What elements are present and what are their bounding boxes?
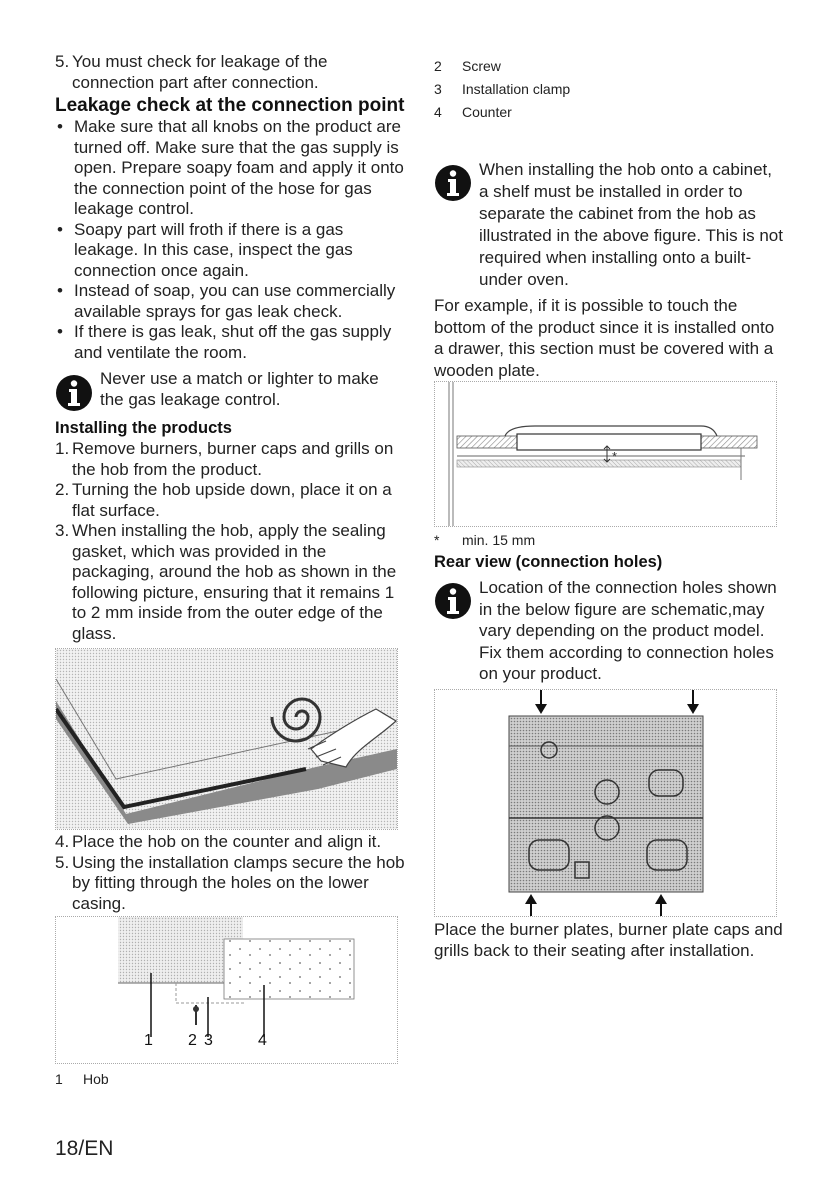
legend-item [434,55,784,78]
install-step [55,853,407,915]
closing-paragraph: Place the burner plates, burner plate caps and grills back to their seating after installation. [434,919,783,960]
label-4: 4 [258,1032,267,1049]
legend-number: 4 [434,104,442,120]
shelf-diagram [434,381,777,527]
legend-text: Hob [83,1071,109,1087]
install-step [55,480,407,521]
label-2: 2 [188,1032,197,1049]
info-icon [434,159,479,291]
legend-text: Screw [462,58,501,74]
left-column [55,52,407,1091]
step-text: Using the installation clamps secure the hob by fitting through the holes on the lower casing. [72,852,405,913]
legend-item [434,78,784,101]
info-icon [55,369,100,412]
star-marker: * [612,449,618,464]
legend-item [434,101,784,124]
right-column [434,55,784,962]
legend-text: Installation clamp [462,81,571,97]
clamp-diagram [55,916,398,1064]
bullet-item: • Instead of soap, you can use commercially available sprays for gas leak check. [55,281,407,322]
step-text: Turning the hob upside down, place it on a flat surface. [72,480,392,520]
installing-heading: Installing the products [55,419,232,437]
info-icon [434,577,479,685]
step-text: When installing the hob, apply the sealing gasket, which was provided in the packaging, around the hob as shown in the following picture, ensuring that it remains 1 to 2 mm inside from the outer edge of the glass. [72,521,397,643]
step-text: Place the hob on the counter and align it. [72,832,382,851]
step-number: 5. [55,852,70,872]
info-note-holes [434,577,784,685]
legend-number: 2 [434,58,442,74]
step-number: 5. [55,52,70,71]
install-step [55,521,407,644]
bullet-item: • Soapy part will froth if there is a gas leakage. In this case, inspect the gas connection once again. [55,220,407,282]
step-text: You must check for leakage of the connection part after connection. [72,52,328,92]
gasket-illustration [55,648,398,830]
step-5-check [55,52,407,93]
info-note-match [55,369,407,412]
bullet-item: • If there is gas leak, shut off the gas supply and ventilate the room. [55,322,407,363]
note-text: When installing the hob onto a cabinet, a shelf must be installed in order to separate the cabinet from the hob as illustrated in the above figure. This is not required when installing onto a built-under oven. [479,160,783,289]
page-number: 18/EN [55,1137,114,1160]
install-step [55,439,407,480]
drawer-paragraph: For example, if it is possible to touch the bottom of the product since it is installed onto a drawer, this section must be covered with a wooden plate. [434,296,775,380]
info-note-cabinet [434,159,784,291]
asterisk: * [434,532,440,548]
step-text: Remove burners, burner caps and grills on the hob from the product. [72,439,394,479]
step-number: 4. [55,832,70,851]
bullet-text: If there is gas leak, shut off the gas supply and ventilate the room. [74,322,392,362]
step-number: 2. [55,480,70,499]
legend-item [55,1068,407,1091]
step-number: 1. [55,439,70,458]
note-text: Never use a match or lighter to make the gas leakage control. [100,369,379,409]
bullet-item: • Make sure that all knobs on the product are turned off. Make sure that the gas supply is open. Prepare soapy foam and apply it onto the connection point of the hose for gas leakage control. [55,117,407,220]
bullet-text: Soapy part will froth if there is a gas leakage. In this case, inspect the gas connection once again. [74,219,353,280]
min-text: min. 15 mm [462,532,536,548]
label-1: 1 [144,1032,153,1049]
label-3: 3 [204,1032,213,1049]
leakage-heading: Leakage check at the connection point [55,95,405,116]
bullet-text: Instead of soap, you can use commercially available sprays for gas leak check. [74,281,396,321]
rear-view-diagram [434,689,777,917]
step-number: 3. [55,521,70,540]
bullet-text: Make sure that all knobs on the product are turned off. Make sure that the gas supply is open. Prepare soapy foam and apply it onto the connection point of the hose for gas leakage control. [74,117,404,218]
min-note [434,529,784,552]
install-step [55,832,407,853]
note-text: Location of the connection holes shown in the below figure are schematic,may vary depending on the product model. Fix them according to connection holes on your product. [479,578,777,683]
legend-number: 1 [55,1071,63,1087]
legend-number: 3 [434,81,442,97]
legend-text: Counter [462,104,512,120]
rear-view-heading: Rear view (connection holes) [434,553,663,571]
